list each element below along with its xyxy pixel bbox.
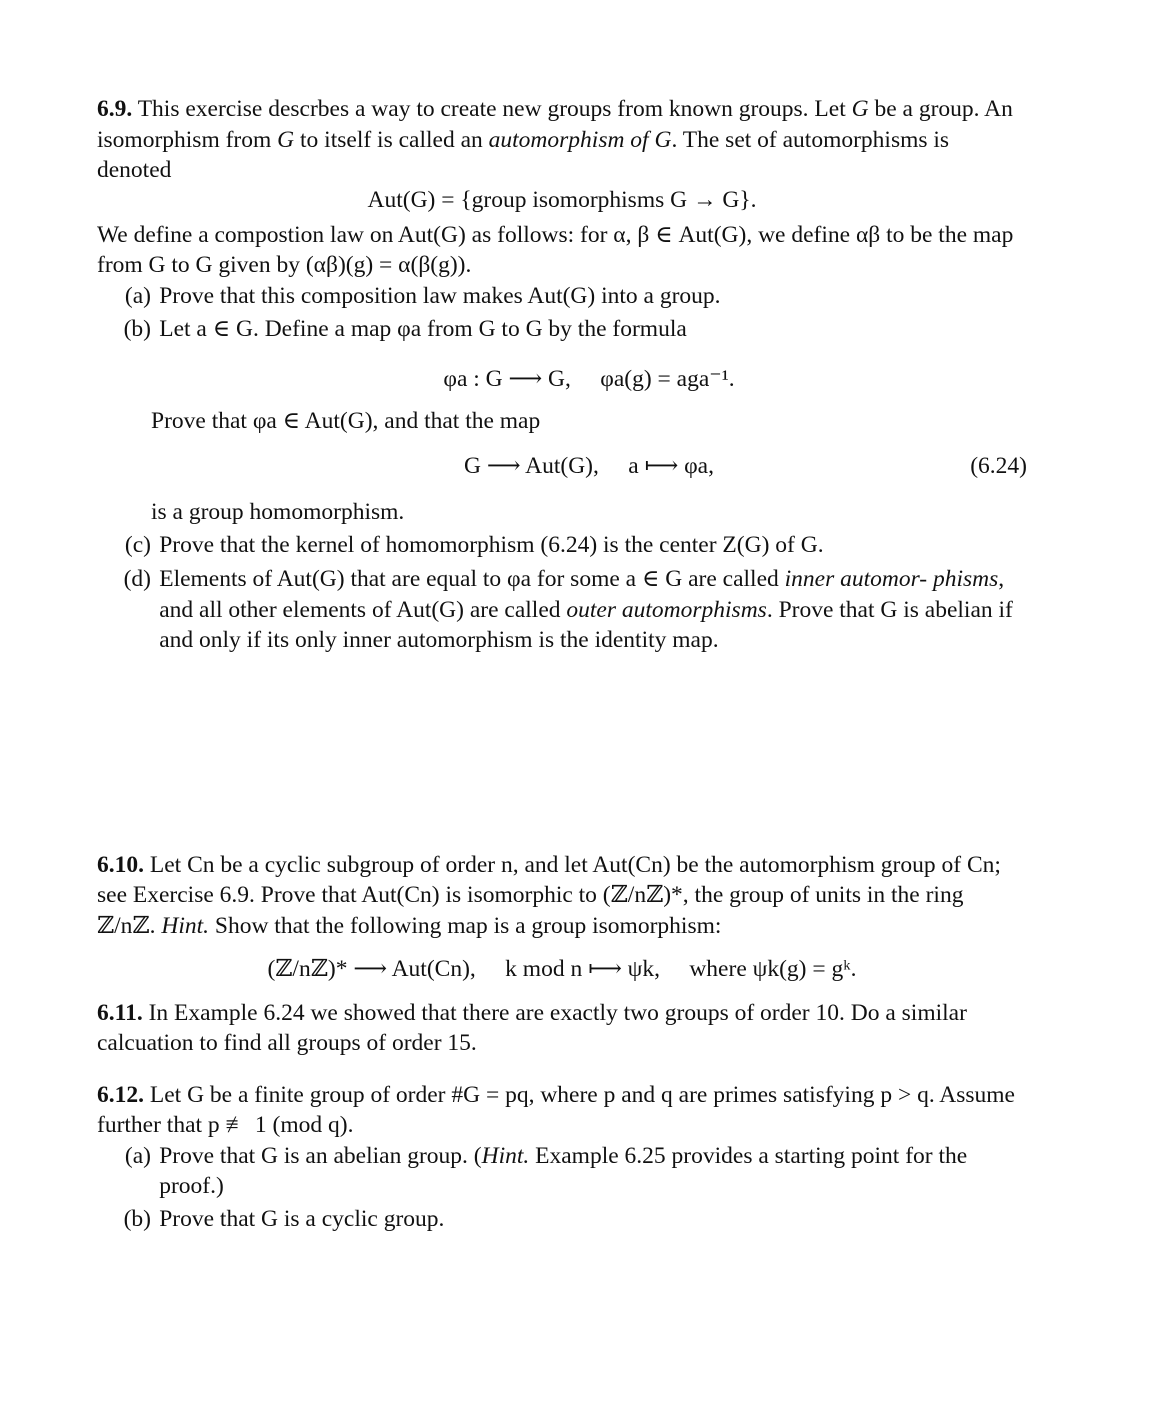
term-inner-automorphisms: inner automor- phisms	[784, 565, 999, 592]
var-G: G	[277, 126, 295, 153]
part-label: (a)	[124, 282, 151, 309]
term-automorphism: automorphism of G	[488, 126, 672, 153]
intro-text-lead: This exercise descrbes a way to create new groups from known groups. Let	[137, 96, 852, 122]
exercise-6-11-text	[97, 998, 1027, 1059]
term-outer-automorphisms: outer automorphisms	[566, 596, 767, 623]
part-text	[151, 564, 1027, 656]
equation-6-24-body: G ⟶ Aut(G), a ⟼ φa,	[464, 453, 714, 480]
exercise-6-12-body: Let G be a finite group of order #G = pq, where p and q are primes satisfying p > q. Assume further that p ≢ 1 (mod q).	[97, 1081, 1015, 1139]
part-text: Let a ∈ G. Define a map φa from G to G by the formula	[159, 315, 687, 342]
exercise-6-10-body: Let Cn be a cyclic subgroup of order n, and let Aut(Cn) be the automorphism group of Cn; see Exercise 6.9. Prove that Aut(Cn) is isomorphic to (ℤ/nℤ)*, the group of units in the ring ℤ/nℤ.	[97, 851, 1001, 939]
equation-phi-a: φa : G ⟶ G, φa(g) = aga⁻¹.	[443, 365, 735, 392]
intro-text-mid: be a group. An isomorphism from	[97, 96, 1013, 153]
part-d-text-a: Elements of Aut(G) that are equal to φa for some a ∈ G are called	[159, 565, 785, 592]
exercise-number: 6.12.	[97, 1081, 144, 1108]
exercise-6-10-text	[97, 850, 1027, 942]
part-b-text-2: Prove that φa ∈ Aut(G), and that the map	[151, 408, 541, 435]
exercise-6-12-text	[97, 1080, 1027, 1141]
exercise-6-9-intro	[97, 94, 1027, 186]
part-b	[97, 1204, 1027, 1235]
part-a	[97, 1141, 1027, 1202]
page	[97, 94, 1027, 1235]
part-a-text-a: Prove that G is an abelian group. (	[159, 1142, 482, 1169]
equation-tag: (6.24)	[970, 453, 1027, 480]
equation-6-24	[97, 437, 1027, 497]
exercise-number: 6.10.	[97, 851, 144, 878]
part-text	[151, 1141, 1027, 1202]
part-d-text-b: , and all other elements of Aut(G) are called	[159, 565, 1005, 623]
part-d	[97, 564, 1027, 656]
intro-text-end: . The set of automorphisms is denoted	[97, 126, 950, 184]
exercise-6-10	[97, 850, 1027, 998]
exercise-6-11	[97, 998, 1027, 1059]
part-label: (d)	[123, 565, 151, 592]
hint-label: Hint.	[481, 1142, 530, 1169]
part-text: Prove that this composition law makes Aut(G) into a group.	[159, 282, 721, 309]
part-b-text-3: is a group homomorphism.	[151, 498, 405, 525]
part-a	[97, 281, 1027, 312]
part-b	[97, 314, 1027, 345]
part-c	[97, 530, 1027, 561]
exercise-number: 6.9.	[97, 96, 133, 122]
exercise-6-11-body: In Example 6.24 we showed that there are exactly two groups of order 10. Do a similar calcuation to find all groups of order 15.	[97, 999, 967, 1057]
part-label: (b)	[123, 315, 151, 342]
hint-text: Show that the following map is a group isomorphism:	[214, 912, 722, 939]
part-text: Prove that the kernel of homomorphism (6.24) is the center Z(G) of G.	[159, 532, 824, 559]
exercise-number: 6.11.	[97, 999, 143, 1026]
hint-label: Hint.	[161, 912, 209, 939]
part-text: Prove that G is a cyclic group.	[159, 1206, 445, 1233]
equation-units-iso: (ℤ/nℤ)* ⟶ Aut(Cn), k mod n ⟼ ψk, where ψk(g) = gᵏ.	[267, 956, 857, 983]
part-d-text-c: . Prove that G is abelian if and only if its only inner automorphism is the identity map.	[159, 596, 1013, 654]
part-label: (a)	[124, 1142, 151, 1169]
exercise-6-9	[97, 94, 1027, 656]
part-label: (c)	[124, 532, 151, 559]
composition-law-text: We define a compostion law on Aut(G) as follows: for α, β ∈ Aut(G), we define αβ to be the map from G to G given by (αβ)(g) = α(β(g)).	[97, 221, 1014, 279]
equation-aut-definition: Aut(G) = {group isomorphisms G → G}.	[367, 187, 757, 214]
part-label: (b)	[123, 1206, 151, 1233]
intro-text-mid2: to itself is called an	[294, 126, 489, 153]
exercise-6-12	[97, 1080, 1027, 1235]
part-a-text-b: Example 6.25 provides a starting point for the proof.)	[159, 1142, 968, 1200]
var-G: G	[851, 96, 869, 122]
